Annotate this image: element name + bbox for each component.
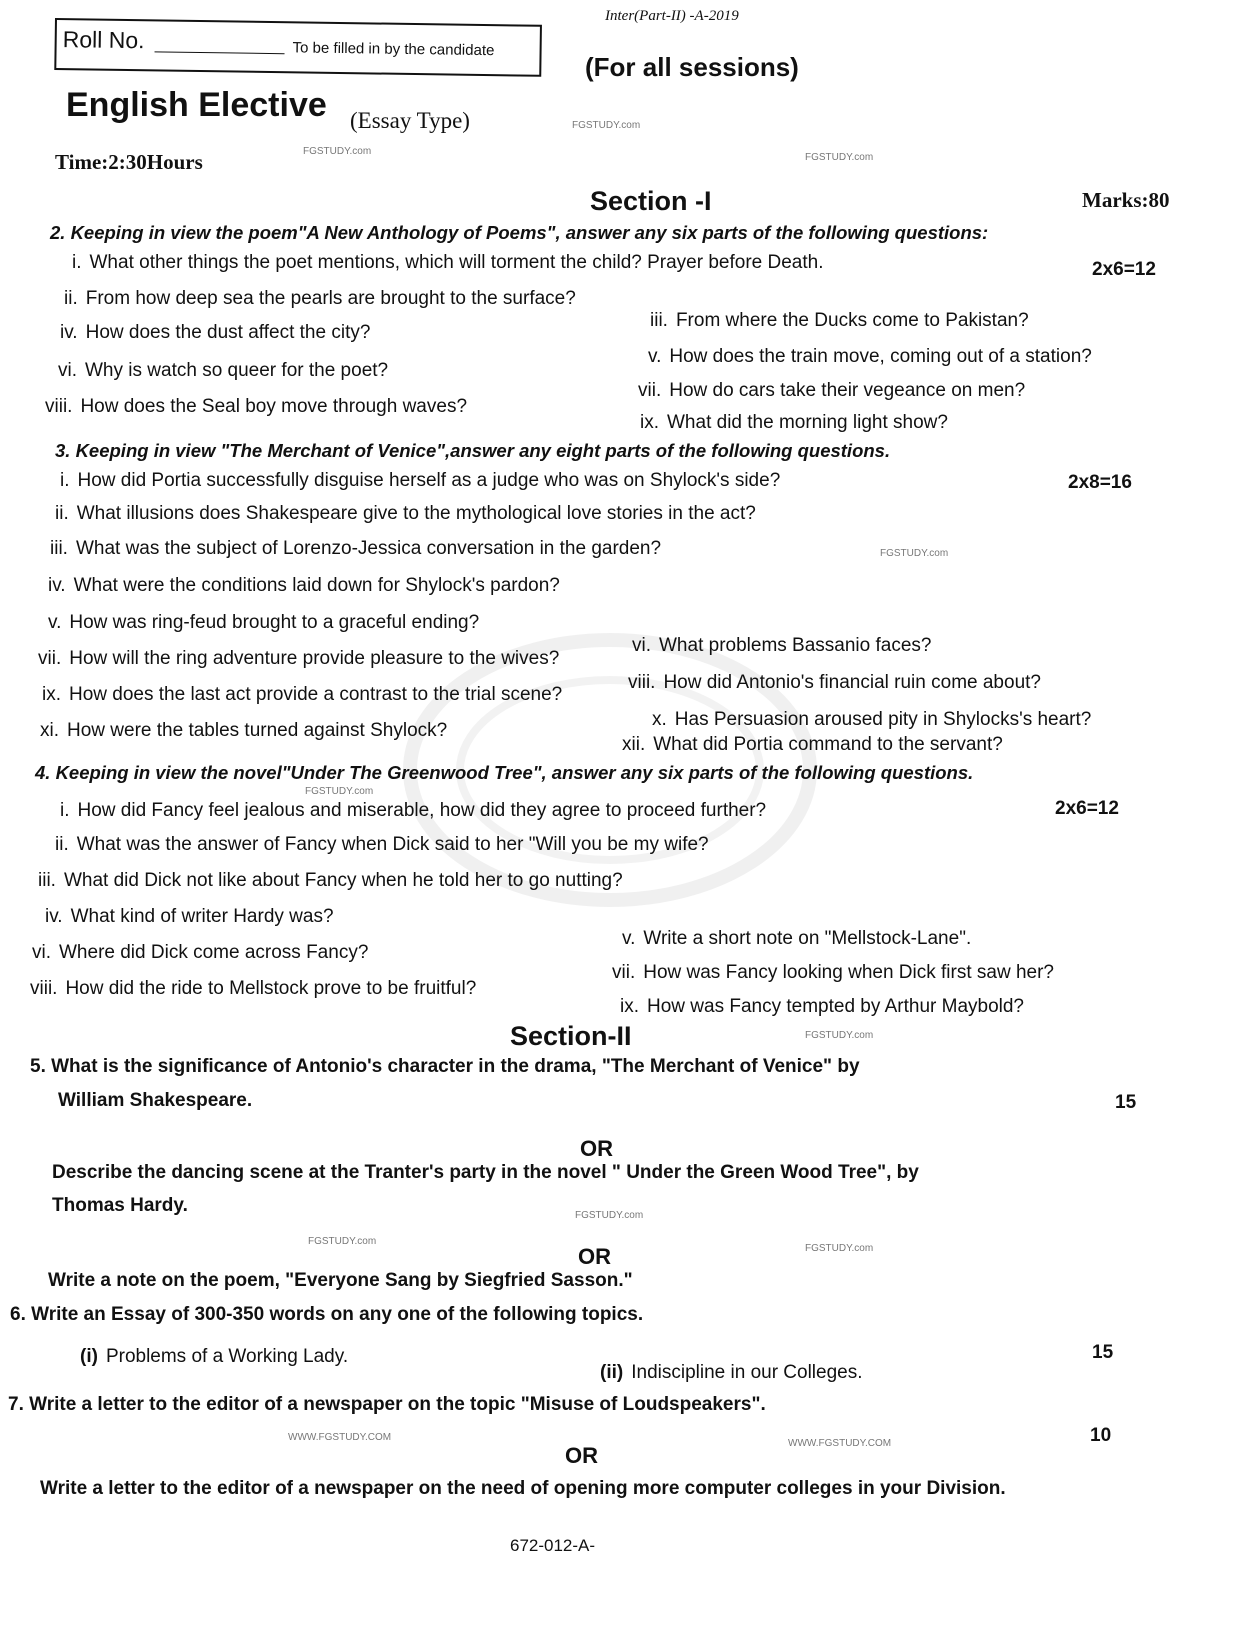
section-2-title: Section-II: [510, 1021, 632, 1051]
q2-item: ix. What did the morning light show?: [640, 412, 948, 433]
paper-type: (Essay Type): [350, 108, 470, 133]
q2-item: iv. How does the dust affect the city?: [60, 322, 371, 343]
q5-line-2: William Shakespeare.: [58, 1090, 253, 1111]
q2-item: vii. How do cars take their vegeance on men?: [638, 380, 1026, 401]
q2-item: v. How does the train move, coming out of a station?: [648, 346, 1092, 367]
q7: 7. Write a letter to the editor of a newspaper on the topic "Misuse of Loudspeakers".: [8, 1394, 766, 1415]
roll-note: To be filled in by the candidate: [292, 39, 495, 60]
q5-alt1-line-2: Thomas Hardy.: [52, 1195, 188, 1216]
q3-item: iv. What were the conditions laid down for Shylock's pardon?: [48, 575, 560, 596]
q3-item: iii. What was the subject of Lorenzo-Jessica conversation in the garden?: [50, 538, 662, 559]
q4-item: vii. How was Fancy looking when Dick first saw her?: [612, 962, 1054, 983]
q3-item: ii. What illusions does Shakespeare give to the mythological love stories in the act?: [55, 503, 756, 524]
q3-marks: 2x8=16: [1068, 472, 1132, 493]
or-divider: OR: [580, 1136, 613, 1161]
q4-item: viii. How did the ride to Mellstock prove to be fruitful?: [30, 978, 477, 999]
q3-item: viii. How did Antonio's financial ruin come about?: [628, 672, 1041, 693]
q4-item: iv. What kind of writer Hardy was?: [45, 906, 334, 927]
watermark: FGSTUDY.com: [303, 146, 372, 157]
sessions-note: (For all sessions): [585, 52, 799, 82]
roll-number-box: [54, 18, 542, 77]
roll-label: Roll No.: [62, 26, 145, 54]
time-allowed: Time:2:30Hours: [55, 150, 203, 174]
q2-item: i. What other things the poet mentions, which will torment the child? Prayer before Death.: [72, 252, 824, 273]
q4-item: ii. What was the answer of Fancy when Dick said to her "Will you be my wife?: [55, 834, 709, 855]
or-divider: OR: [578, 1244, 611, 1269]
q4-marks: 2x6=12: [1055, 798, 1119, 819]
subject-title: English Elective: [66, 86, 327, 124]
q3-item: x. Has Persuasion aroused pity in Shylocks's heart?: [652, 709, 1092, 730]
watermark: FGSTUDY.com: [805, 1243, 874, 1254]
q3-item: v. How was ring-feud brought to a graceful ending?: [48, 612, 480, 633]
watermark: FGSTUDY.com: [805, 1030, 874, 1041]
q5-alt1-line-1: Describe the dancing scene at the Tranter's party in the novel " Under the Green Wood Tree", by: [52, 1162, 919, 1183]
q4-item: iii. What did Dick not like about Fancy when he told her to go nutting?: [38, 870, 623, 891]
q3-item: ix. How does the last act provide a contrast to the trial scene?: [42, 684, 563, 705]
q4-heading: 4. Keeping in view the novel"Under The Greenwood Tree", answer any six parts of the following questions.: [35, 762, 974, 783]
q3-item: i. How did Portia successfully disguise herself as a judge who was on Shylock's side?: [60, 470, 781, 491]
watermark: FGSTUDY.com: [572, 120, 641, 131]
or-divider: OR: [565, 1443, 598, 1468]
q3-item: xii. What did Portia command to the servant?: [622, 734, 1003, 755]
q4-item: v. Write a short note on "Mellstock-Lane".: [622, 928, 972, 949]
paper-code-top: Inter(Part-II) -A-2019: [605, 8, 739, 24]
q4-item: i. How did Fancy feel jealous and miserable, how did they agree to proceed further?: [60, 800, 767, 821]
q2-marks: 2x6=12: [1092, 259, 1156, 280]
q2-item: viii. How does the Seal boy move through waves?: [45, 396, 468, 417]
q3-item: vi. What problems Bassanio faces?: [632, 635, 932, 656]
q2-heading: 2. Keeping in view the poem"A New Anthology of Poems", answer any six parts of the following questions:: [50, 222, 989, 243]
q3-heading: 3. Keeping in view "The Merchant of Venice",answer any eight parts of the following questions.: [55, 440, 891, 461]
q6-option-1: (i) Problems of a Working Lady.: [80, 1346, 349, 1367]
q5-line-1: 5. What is the significance of Antonio's character in the drama, "The Merchant of Venice" by: [30, 1056, 860, 1077]
q4-item: vi. Where did Dick come across Fancy?: [32, 942, 369, 963]
q7-alt: Write a letter to the editor of a newspaper on the need of opening more computer colleges in your Division.: [40, 1478, 1006, 1499]
q4-item: ix. How was Fancy tempted by Arthur Maybold?: [620, 996, 1025, 1017]
q6-marks: 15: [1092, 1342, 1114, 1363]
roll-number-blank: [155, 51, 285, 54]
watermark: FGSTUDY.com: [805, 152, 874, 163]
watermark: WWW.FGSTUDY.COM: [288, 1432, 392, 1443]
q5-marks: 15: [1115, 1092, 1137, 1113]
total-marks: Marks:80: [1082, 188, 1170, 212]
q2-item: ii. From how deep sea the pearls are brought to the surface?: [64, 288, 576, 309]
watermark: FGSTUDY.com: [305, 786, 374, 797]
watermark: WWW.FGSTUDY.COM: [788, 1438, 892, 1449]
q6: 6. Write an Essay of 300-350 words on any one of the following topics.: [10, 1304, 644, 1325]
q2-item: vi. Why is watch so queer for the poet?: [58, 360, 389, 381]
q6-option-2: (ii) Indiscipline in our Colleges.: [600, 1362, 863, 1383]
q5-alt2: Write a note on the poem, "Everyone Sang by Siegfried Sasson.": [48, 1270, 633, 1291]
section-1-title: Section -I: [590, 186, 712, 216]
paper-footer-code: 672-012-A-: [510, 1536, 596, 1555]
q3-item: xi. How were the tables turned against Shylock?: [40, 720, 448, 741]
watermark: FGSTUDY.com: [308, 1236, 377, 1247]
watermark: FGSTUDY.com: [575, 1210, 644, 1221]
q3-item: vii. How will the ring adventure provide pleasure to the wives?: [38, 648, 560, 669]
q2-item: iii. From where the Ducks come to Pakistan?: [650, 310, 1029, 331]
watermark: FGSTUDY.com: [880, 548, 949, 559]
q7-marks: 10: [1090, 1425, 1112, 1446]
